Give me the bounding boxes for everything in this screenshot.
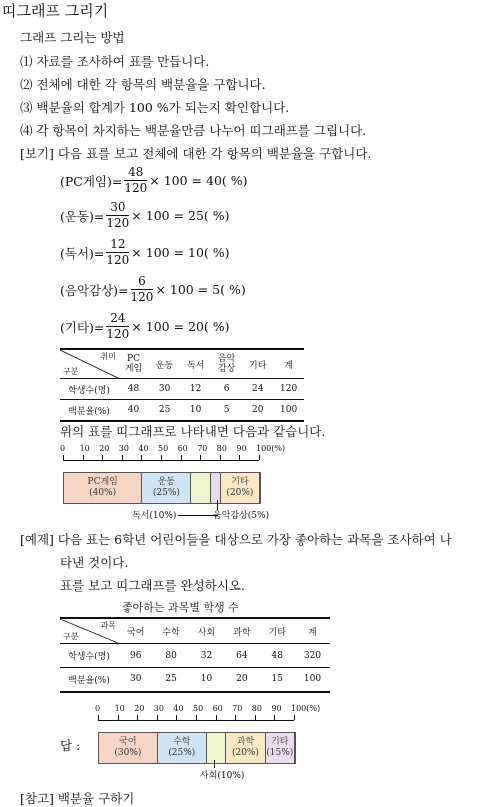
table-row (60, 668, 330, 692)
table-cell: 5 (211, 400, 242, 422)
scale-tick-label: 80 (216, 444, 227, 453)
fraction (106, 311, 129, 342)
table-row (60, 379, 304, 400)
scale-tick-label: 0 (95, 704, 101, 713)
segment-percent: (20%) (226, 488, 254, 498)
denominator: 120 (106, 253, 130, 267)
segment-percent: (40%) (89, 488, 117, 498)
band-segment (99, 733, 158, 763)
column-header: 과학 (224, 618, 259, 644)
scale-tick (259, 455, 260, 460)
equation-rhs: × 100 = 20( %) (131, 319, 230, 334)
corner-bottom-label: 구분 (63, 632, 79, 641)
scale-tick-label: 90 (236, 444, 247, 453)
table-row (60, 644, 330, 668)
row-label: 백분율(%) (60, 400, 118, 422)
section-subtitle: 그래프 그리는 방법 (20, 30, 125, 45)
segment-label: 수학 (173, 737, 191, 747)
fraction (131, 274, 154, 305)
equation-pc-game (60, 165, 248, 196)
denominator: 120 (124, 181, 148, 195)
numerator: 24 (106, 311, 129, 327)
band-segment (158, 733, 207, 763)
column-header: 운동 (149, 349, 180, 379)
scale-tick-label: 20 (134, 704, 145, 713)
table-cell: 24 (242, 379, 273, 400)
equation-rhs: × 100 = 25( %) (131, 208, 230, 223)
note-music: 음악감상(5%) (213, 511, 270, 521)
scale-tick-label: 30 (153, 704, 164, 713)
scale-line (63, 460, 259, 461)
corner-bottom-label: 구분 (63, 367, 79, 376)
table-cell: 20 (242, 400, 273, 422)
table-cell: 100 (295, 668, 330, 692)
note-reading-label: 독서(10%) (132, 511, 177, 521)
band-segment (226, 733, 265, 763)
scale-tick-label: 70 (197, 444, 208, 453)
scale-tick-label: 0 (60, 444, 66, 453)
scale-tick-label: 70 (232, 704, 243, 713)
table-cell: 30 (118, 668, 153, 692)
denominator: 120 (130, 290, 154, 304)
percent-scale (60, 444, 286, 464)
segment-percent: (25%) (168, 748, 196, 758)
exercise-instruction: 표를 보고 띠그래프를 완성하시오. (60, 578, 245, 593)
scale-tick-label: 40 (138, 444, 149, 453)
denominator: 120 (106, 216, 130, 230)
note-reading (132, 508, 218, 521)
band-segment (207, 733, 227, 763)
percent-scale (95, 704, 321, 724)
fraction (106, 200, 129, 231)
numerator: 48 (124, 165, 147, 181)
column-header: 기타 (242, 349, 273, 379)
segment-percent: (30%) (114, 748, 142, 758)
table-cell: 64 (224, 644, 259, 668)
band-segment (191, 473, 211, 503)
table-cell: 10 (180, 400, 211, 422)
equation-lhs: (기타)= (60, 319, 105, 335)
denominator: 120 (106, 327, 130, 341)
hobby-table (60, 348, 304, 422)
table-cell: 80 (153, 644, 188, 668)
table-cell: 25 (149, 400, 180, 422)
column-header: 계 (295, 618, 330, 644)
column-header: 사회 (189, 618, 224, 644)
table-cell: 120 (273, 379, 304, 400)
segment-percent: (25%) (152, 488, 180, 498)
note-social: 사회(10%) (200, 771, 245, 781)
table-row (60, 400, 304, 422)
segment-percent: (15%) (266, 748, 294, 758)
numerator: 6 (131, 274, 154, 290)
step-3: ⑶ 백분율의 합계가 100 %가 되는지 확인합니다. (20, 100, 290, 115)
fraction (124, 165, 147, 196)
equation-reading (60, 237, 230, 268)
table-cell: 15 (260, 668, 295, 692)
subject-table (60, 617, 330, 693)
equation-lhs: (운동)= (60, 208, 105, 224)
table-cell: 12 (180, 379, 211, 400)
scale-tick-label: 50 (158, 444, 169, 453)
equation-rhs: × 100 = 10( %) (131, 245, 230, 260)
table-cell: 10 (189, 668, 224, 692)
column-header: 기타 (260, 618, 295, 644)
table-corner (60, 349, 118, 379)
scale-tick (294, 715, 295, 720)
table-corner (60, 618, 118, 644)
exercise-intro: [예제] 다음 표는 6학년 어린이들을 대상으로 가장 좋아하는 과목을 조사하여 나 (20, 532, 452, 547)
column-header: PC 게임 (118, 349, 149, 379)
band-segment (142, 473, 191, 503)
sentence-bar-intro: 위의 표를 띠그래프로 나타내면 다음과 같습니다. (60, 424, 326, 439)
step-1: ⑴ 자료를 조사하여 표를 만듭니다. (20, 54, 210, 69)
corner-top-label: 과목 (100, 621, 116, 630)
table-cell: 30 (149, 379, 180, 400)
scale-tick-label: 10 (114, 704, 125, 713)
equation-rhs: × 100 = 40( %) (149, 173, 248, 188)
band-graph-hobby (63, 472, 261, 504)
column-header: 계 (273, 349, 304, 379)
arrow-line (214, 760, 215, 768)
table-cell: 25 (153, 668, 188, 692)
scale-tick-label: 90 (271, 704, 282, 713)
scale-tick-label: 50 (193, 704, 204, 713)
scale-tick-label: 80 (251, 704, 262, 713)
step-2: ⑵ 전체에 대한 각 항목의 백분율을 구합니다. (20, 77, 266, 92)
equation-exercise (60, 200, 230, 231)
band-segment (211, 473, 221, 503)
scale-tick-label: 100(%) (291, 704, 321, 713)
equation-lhs: (음악감상)= (60, 282, 129, 298)
table-cell: 48 (118, 379, 149, 400)
reference-heading: [참고] 백분율 구하기 (20, 791, 135, 806)
table-cell: 40 (118, 400, 149, 422)
band-segment (64, 473, 142, 503)
table-cell: 6 (211, 379, 242, 400)
scale-tick-label: 100(%) (256, 444, 286, 453)
table-cell: 96 (118, 644, 153, 668)
fraction (106, 237, 129, 268)
row-label: 학생수(명) (60, 644, 118, 668)
step-4: ⑷ 각 항목이 차지하는 백분율만큼 나누어 띠그래프를 그립니다. (20, 123, 367, 138)
scale-tick-label: 40 (173, 704, 184, 713)
segment-label: 기타 (231, 477, 249, 487)
table-cell: 100 (273, 400, 304, 422)
page-title: 띠그래프 그리기 (2, 2, 109, 20)
scale-line (98, 720, 294, 721)
band-segment (221, 473, 260, 503)
table-cell: 48 (260, 644, 295, 668)
scale-tick-label: 30 (118, 444, 129, 453)
segment-label: 국어 (119, 737, 137, 747)
equation-lhs: (PC게임)= (60, 173, 123, 189)
column-header: 수학 (153, 618, 188, 644)
column-header: 국어 (118, 618, 153, 644)
table-cell: 320 (295, 644, 330, 668)
scale-tick-label: 60 (212, 704, 223, 713)
table-cell: 32 (189, 644, 224, 668)
corner-top-label: 취미 (100, 352, 116, 361)
equation-lhs: (독서)= (60, 245, 105, 261)
table-title: 좋아하는 과목별 학생 수 (122, 601, 239, 614)
band-graph-subject (98, 732, 296, 764)
numerator: 30 (106, 200, 129, 216)
column-header: 독서 (180, 349, 211, 379)
segment-label: 운동 (157, 477, 176, 487)
example-intro: [보기] 다음 표를 보고 전체에 대한 각 항목의 백분율을 구합니다. (20, 146, 372, 161)
equation-music (60, 274, 246, 305)
exercise-continued: 타낸 것이다. (60, 555, 129, 570)
segment-label: PC게임 (87, 477, 118, 487)
answer-label: 답 : (60, 738, 81, 753)
row-label: 백분율(%) (60, 668, 118, 692)
numerator: 12 (106, 237, 129, 253)
segment-percent: (20%) (231, 748, 259, 758)
column-header: 음악 감상 (211, 349, 242, 379)
row-label: 학생수(명) (60, 379, 118, 400)
equation-rhs: × 100 = 5( %) (155, 282, 246, 297)
band-segment (266, 733, 295, 763)
segment-label: 과학 (236, 737, 255, 747)
scale-tick-label: 20 (99, 444, 110, 453)
scale-tick-label: 60 (177, 444, 188, 453)
segment-label: 기타 (271, 737, 289, 747)
table-cell: 20 (224, 668, 259, 692)
scale-tick-label: 10 (79, 444, 90, 453)
equation-other (60, 311, 230, 342)
